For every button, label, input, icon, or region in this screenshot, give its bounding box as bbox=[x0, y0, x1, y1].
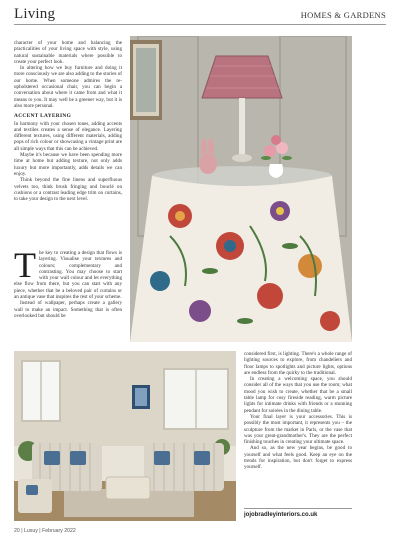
lamp-table-illustration bbox=[130, 36, 352, 342]
header-divider bbox=[14, 24, 386, 25]
drop-cap-letter: T bbox=[14, 245, 36, 285]
paragraph: Instead of wallpaper, perhaps create a gallery wall to make an impact. Something that is often overlooked but should be bbox=[14, 300, 122, 319]
website-credit[interactable]: jojobradleyinteriors.co.uk bbox=[244, 512, 318, 518]
paragraph: considered first, is lighting. There's a whole range of lighting sources to explore, from chandeliers and floor lamps to spotlights and picture lights, options are endless from the quirky to the traditional. bbox=[244, 351, 352, 376]
paragraph: Your final layer is your accessories. This is possibly the most important, it represents you – the sculpture from the market in Paris, or the vase that was your great-grandmother's. They are the perfect finishing touches in creating your ultimate space. bbox=[244, 413, 352, 446]
paragraph: And so, as the new year begins, be good to yourself and what feels good. Keep an eye on the trends for inspiration, but don't forget to express yourself. bbox=[244, 445, 352, 471]
paragraph: Think beyond the fine linens and superfluous velvets too, think brush fringing and bouclé on cushions or a contrast leading edge trim on curtains, to take your design to the next level. bbox=[14, 177, 122, 203]
left-column bbox=[14, 40, 122, 202]
paragraph: Maybe it's because we have been spending more time at home but adding texture, not only adds luxury but more importantly, adds details we can enjoy. bbox=[14, 152, 122, 177]
paragraph: In altering how we buy furniture and doing it more consciously we are also adding to the stories of our home. When someone admires the re-upholstered occasional chair, you can begin a conversation about where it came from and what it means to you. It may well be a greener way, but it is also more personal. bbox=[14, 65, 122, 109]
living-room-illustration bbox=[14, 351, 236, 521]
photo-living-room bbox=[14, 351, 236, 521]
paragraph: In creating a welcoming space, you should consider all of the ways that you use the room; what mood you wish to create, whether that be a small table lamp for cosy fireside reading, warm picture lights for intimate drinks with friends or a stunning pendant for soirées in the dining table. bbox=[244, 376, 352, 414]
credit-divider bbox=[244, 508, 352, 509]
section-title: Living bbox=[14, 6, 56, 22]
page-footer: 20 | Luxuy | February 2022 bbox=[14, 528, 76, 534]
subheading: ACCENT LAYERING bbox=[14, 113, 72, 120]
dropcap-section bbox=[14, 245, 122, 319]
photo-lamp-table bbox=[130, 36, 352, 342]
paragraph: he key to creating a design that flows is layering. Visualise your textures and colours; complementary and contrasting. You may choose to start with your wall colour and let everything else flow from there, but you can start with any piece, whether that be a beloved pair of curtains or an antique vase that inspires the rest of your scheme. bbox=[14, 250, 122, 301]
paragraph: character of your home and balancing the practicalities of your living space with style, using natural sustainable materials where possible to create your perfect look. bbox=[14, 40, 122, 65]
paragraph: In harmony with your chosen tones, adding accents and textiles creates a sense of elegance. Layering different textures, using different materials, adding pops of rich colour or showcasing a vintage print are all simple ways that this can be achieved. bbox=[14, 120, 122, 152]
right-column bbox=[244, 351, 352, 471]
magazine-name: HOMES & GARDENS bbox=[300, 10, 386, 20]
